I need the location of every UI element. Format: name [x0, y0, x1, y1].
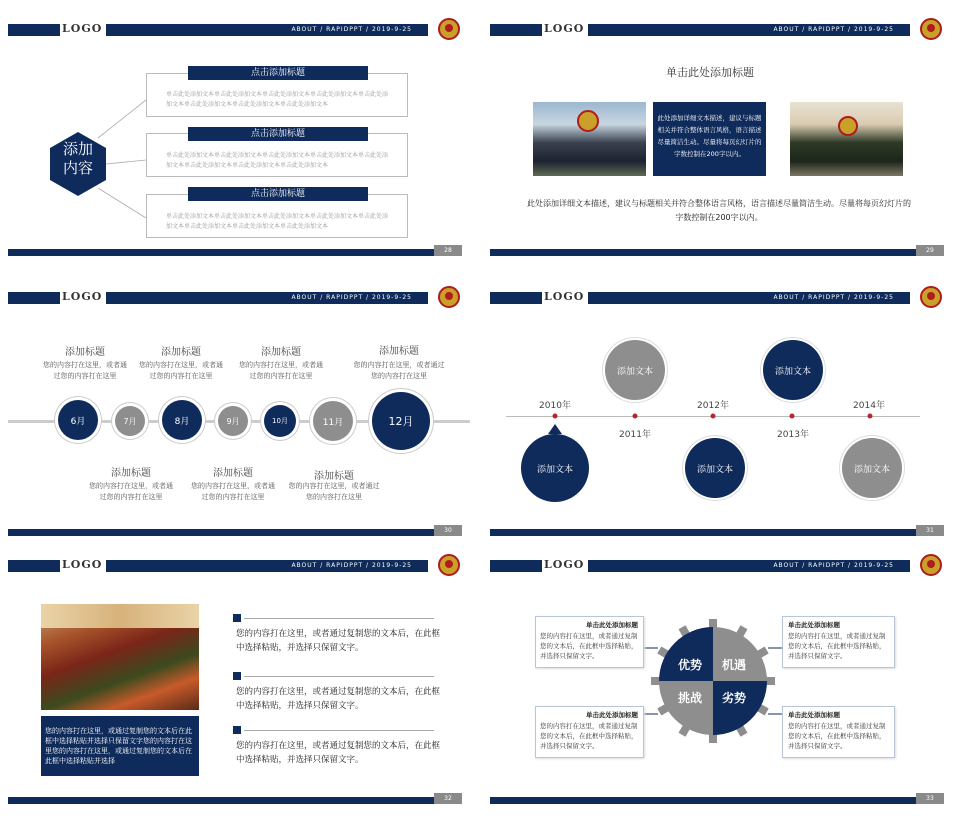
header-bar-left: [8, 292, 60, 304]
year-2011: 2011年: [619, 430, 651, 440]
page-number: 32: [434, 793, 462, 804]
swot-gear-icon: [482, 548, 952, 804]
swot-box-bl-title: 单击此处添加标题: [586, 711, 638, 719]
top-title-1: 添加标题: [65, 347, 105, 358]
swot-threat: 挑战: [677, 691, 702, 705]
top-text-2: 您的内容打在这里，或者通过您的内容打在这里: [139, 361, 223, 380]
slide-32[interactable]: [0, 548, 470, 804]
item-text-1: 您的内容打在这里，或者通过复制您的文本后，在此框中选择粘贴，并选择只保留文字。: [236, 629, 441, 653]
item-text-3: 您的内容打在这里，或者通过复制您的文本后，在此框中选择粘贴，并选择只保留文字。: [236, 741, 441, 765]
swot-box-tr-title: 单击此处添加标题: [788, 621, 840, 629]
header-about: ABOUT / RAPIDPPT / 2019-9-25: [291, 26, 412, 33]
bottom-title-1: 添加标题: [111, 468, 151, 479]
item-title-2: 点击添加标题: [188, 127, 368, 141]
year-2012: 2012年: [697, 401, 729, 411]
footer-bar: [8, 249, 462, 256]
logo: LOGO: [62, 290, 103, 303]
footer-bar: [8, 797, 462, 804]
hexagon-label: 添加 内容: [62, 140, 93, 177]
footer-bar: [490, 249, 944, 256]
header-bar-left: [8, 560, 60, 572]
description-text: 此处添加详细文本描述，建议与标题相关并符合整体语言风格，语言描述尽量简洁生动。尽量将每页幻灯片的字数控制在200字以内。: [657, 114, 762, 158]
emblem-icon: [438, 286, 460, 308]
bottom-text-2: 您的内容打在这里，或者通过您的内容打在这里: [191, 482, 275, 501]
top-title-4: 添加标题: [379, 346, 419, 357]
parade-photo-right: [790, 102, 903, 176]
slide-33[interactable]: [482, 548, 952, 804]
month-10: 10月: [264, 405, 296, 437]
month-7: 7月: [115, 406, 145, 436]
bottom-text-3: 您的内容打在这里，或者通过您的内容打在这里: [288, 482, 380, 501]
circle-2012: 添加文本: [685, 438, 745, 498]
month-6: 6月: [58, 400, 98, 440]
rule-2: [244, 676, 434, 677]
conference-photo: [41, 604, 199, 710]
item-title-3: 点击添加标题: [188, 187, 368, 201]
header-about: ABOUT / RAPIDPPT / 2019-9-25: [773, 294, 894, 301]
bullet-1: [233, 614, 241, 622]
year-2014: 2014年: [853, 401, 885, 411]
emblem-icon: [438, 554, 460, 576]
swot-box-bl-text: 您的内容打在这里，或者通过复制您的文本后，在此框中选择粘贴，并选择只保留文字。: [540, 722, 638, 750]
logo: LOGO: [62, 22, 103, 35]
year-2013: 2013年: [777, 430, 809, 440]
bullet-2: [233, 672, 241, 680]
item-title-1: 点击添加标题: [188, 66, 368, 80]
bottom-text-1: 您的内容打在这里，或者通过您的内容打在这里: [89, 482, 173, 501]
month-12: 12月: [372, 392, 430, 450]
bottom-title-2: 添加标题: [213, 468, 253, 479]
footer-bar: [490, 529, 944, 536]
month-8: 8月: [162, 400, 202, 440]
header-about: ABOUT / RAPIDPPT / 2019-9-25: [773, 26, 894, 33]
slide-29[interactable]: [482, 0, 952, 256]
swot-weakness: 劣势: [721, 691, 746, 705]
top-text-1: 您的内容打在这里，或者通过您的内容打在这里: [43, 361, 127, 380]
top-title-2: 添加标题: [161, 347, 201, 358]
bottom-title-3: 添加标题: [314, 471, 354, 482]
logo: LOGO: [544, 290, 585, 303]
swot-box-br-title: 单击此处添加标题: [788, 711, 840, 719]
month-11: 11月: [313, 401, 353, 441]
header-about: ABOUT / RAPIDPPT / 2019-9-25: [773, 562, 894, 569]
logo: LOGO: [544, 558, 585, 571]
swot-box-tr-text: 您的内容打在这里，或者通过复制您的文本后，在此框中选择粘贴，并选择只保留文字。: [788, 632, 886, 660]
page-number: 33: [916, 793, 944, 804]
circle-2011: 添加文本: [605, 340, 665, 400]
body-text: 此处添加详细文本描述，建议与标题相关并符合整体语言风格，语言描述尽量简洁生动。尽量将每页幻灯片的字数控制在200字以内。: [527, 199, 911, 222]
top-text-4: 您的内容打在这里，或者通过您的内容打在这里: [353, 361, 445, 380]
logo: LOGO: [544, 22, 585, 35]
header-about: ABOUT / RAPIDPPT / 2019-9-25: [291, 294, 412, 301]
item-text-2: 单击此处添加文本单击此处添加文本单击此处添加文本单击此处添加文本单击此处添加文本单击此处添加文本单击此处添加文本单击此处添加文本: [166, 152, 389, 169]
bullet-3: [233, 726, 241, 734]
top-title-3: 添加标题: [261, 347, 301, 358]
swot-box-tl-title: 单击此处添加标题: [586, 621, 638, 629]
header-bar-left: [490, 24, 542, 36]
slide-28[interactable]: [0, 0, 470, 256]
footer-bar: [8, 529, 462, 536]
page-number: 30: [434, 525, 462, 536]
rule-3: [244, 730, 434, 731]
circle-2010: 添加文本: [536, 465, 573, 475]
slide-31[interactable]: [482, 280, 952, 536]
swot-box-tl-text: 您的内容打在这里，或者通过复制您的文本后，在此框中选择粘贴，并选择只保留文字。: [540, 632, 638, 660]
swot-strength: 优势: [677, 658, 702, 672]
page-number: 29: [916, 245, 944, 256]
month-9: 9月: [218, 406, 248, 436]
top-text-3: 您的内容打在这里，或者通过您的内容打在这里: [239, 361, 323, 380]
header-about: ABOUT / RAPIDPPT / 2019-9-25: [291, 562, 412, 569]
swot-box-br-text: 您的内容打在这里，或者通过复制您的文本后，在此框中选择粘贴，并选择只保留文字。: [788, 722, 886, 750]
caption-text: 您的内容打在这里，或通过复制您的文本后在此框中选择粘贴并选择只保留文字您的内容打在这里您的内容打在这里，或通过复制您的文本后在此框中选择粘贴并选择: [45, 727, 192, 765]
year-2010: 2010年: [539, 401, 571, 411]
page-number: 28: [434, 245, 462, 256]
rule-1: [244, 618, 434, 619]
footer-bar: [490, 797, 944, 804]
circle-2014: 添加文本: [842, 438, 902, 498]
circle-2013: 添加文本: [763, 340, 823, 400]
item-text-1: 单击此处添加文本单击此处添加文本单击此处添加文本单击此处添加文本单击此处添加文本单击此处添加文本单击此处添加文本单击此处添加文本: [166, 91, 389, 108]
parade-photo-left: [533, 102, 646, 176]
page-number: 31: [916, 525, 944, 536]
slide-30[interactable]: [0, 280, 470, 536]
item-text-2: 您的内容打在这里，或者通过复制您的文本后，在此框中选择粘贴，并选择只保留文字。: [236, 687, 441, 711]
slide-title: 单击此处添加标题: [666, 66, 754, 79]
emblem-icon: [920, 18, 942, 40]
item-text-3: 单击此处添加文本单击此处添加文本单击此处添加文本单击此处添加文本单击此处添加文本单击此处添加文本单击此处添加文本单击此处添加文本: [166, 213, 389, 230]
logo: LOGO: [62, 558, 103, 571]
swot-opportunity: 机遇: [721, 658, 746, 672]
